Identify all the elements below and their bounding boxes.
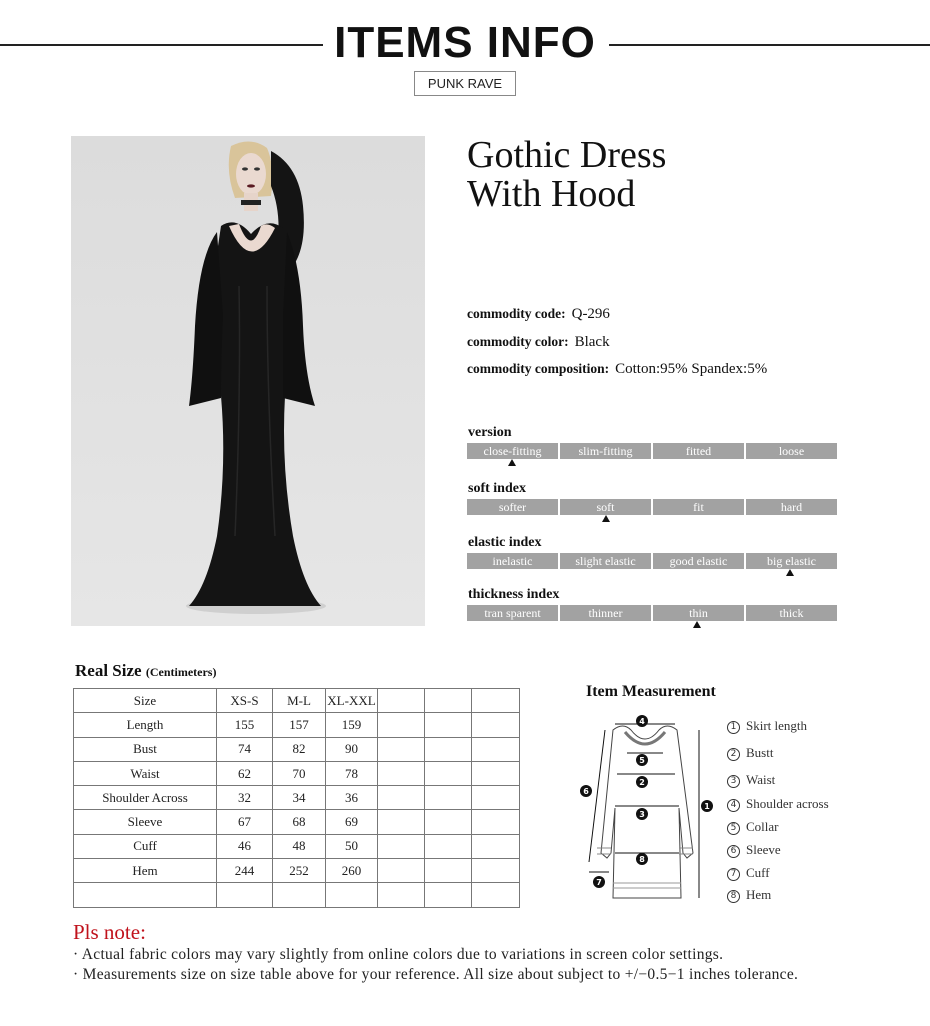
legend-number: 7 bbox=[727, 868, 740, 881]
table-cell: 32 bbox=[217, 786, 273, 810]
real-size-unit: (Centimeters) bbox=[145, 665, 217, 679]
index-option: big elastic bbox=[746, 553, 837, 569]
table-cell: 48 bbox=[273, 834, 326, 858]
real-size-title bbox=[75, 661, 216, 681]
table-cell: Shoulder Across bbox=[74, 786, 217, 810]
table-cell: 36 bbox=[326, 786, 378, 810]
table-cell bbox=[472, 810, 520, 834]
table-row bbox=[74, 713, 520, 737]
spec-value: Q-296 bbox=[571, 306, 610, 322]
brand-badge: PUNK RAVE bbox=[414, 71, 516, 96]
table-cell bbox=[472, 786, 520, 810]
note-line-colors: · Actual fabric colors may vary slightly from online colors due to variations in screen color settings. bbox=[73, 946, 724, 963]
product-title-line-1: Gothic Dress bbox=[467, 134, 667, 176]
table-row bbox=[74, 737, 520, 761]
table-cell: Sleeve bbox=[74, 810, 217, 834]
svg-text:7: 7 bbox=[596, 878, 602, 887]
item-measurement-title: Item Measurement bbox=[586, 683, 716, 700]
table-cell: 155 bbox=[217, 713, 273, 737]
table-cell bbox=[472, 761, 520, 785]
product-photo bbox=[71, 136, 425, 626]
index-label-elastic: elastic index bbox=[468, 535, 542, 550]
table-header-cell: XL-XXL bbox=[326, 689, 378, 713]
table-cell: 159 bbox=[326, 713, 378, 737]
table-cell bbox=[425, 859, 472, 883]
spec-label: commodity color: bbox=[467, 334, 569, 349]
svg-text:5: 5 bbox=[639, 756, 645, 765]
index-option: hard bbox=[746, 499, 837, 515]
legend-label: Waist bbox=[746, 772, 776, 787]
spec-commodity-code bbox=[467, 306, 610, 323]
table-cell bbox=[326, 883, 378, 907]
table-cell bbox=[74, 883, 217, 907]
table-cell: 78 bbox=[326, 761, 378, 785]
index-marker-elastic bbox=[786, 569, 794, 576]
table-cell: 67 bbox=[217, 810, 273, 834]
legend-item-shoulder-across bbox=[727, 796, 829, 812]
table-header-cell bbox=[425, 689, 472, 713]
legend-item-collar bbox=[727, 819, 779, 835]
table-cell: 69 bbox=[326, 810, 378, 834]
legend-label: Collar bbox=[746, 819, 779, 834]
table-cell: 50 bbox=[326, 834, 378, 858]
index-option: good elastic bbox=[653, 553, 744, 569]
table-cell: 157 bbox=[273, 713, 326, 737]
table-cell bbox=[378, 786, 425, 810]
table-row bbox=[74, 786, 520, 810]
table-cell: 244 bbox=[217, 859, 273, 883]
table-cell bbox=[273, 883, 326, 907]
table-header-cell: M-L bbox=[273, 689, 326, 713]
table-cell: 252 bbox=[273, 859, 326, 883]
legend-label: Bustt bbox=[746, 745, 774, 760]
table-cell bbox=[425, 834, 472, 858]
table-row bbox=[74, 859, 520, 883]
index-option: thinner bbox=[560, 605, 651, 621]
index-label-soft: soft index bbox=[468, 481, 526, 496]
table-cell bbox=[425, 713, 472, 737]
table-cell: Waist bbox=[74, 761, 217, 785]
index-option: slight elastic bbox=[560, 553, 651, 569]
table-cell: Length bbox=[74, 713, 217, 737]
index-option: softer bbox=[467, 499, 558, 515]
table-cell: 74 bbox=[217, 737, 273, 761]
table-header-cell bbox=[378, 689, 425, 713]
measurement-diagram bbox=[575, 708, 725, 908]
svg-text:2: 2 bbox=[639, 778, 645, 787]
table-cell: 68 bbox=[273, 810, 326, 834]
note-title: Pls note: bbox=[73, 920, 146, 944]
table-cell bbox=[378, 761, 425, 785]
table-cell: 70 bbox=[273, 761, 326, 785]
legend-number: 4 bbox=[727, 799, 740, 812]
index-option: fitted bbox=[653, 443, 744, 459]
table-cell bbox=[378, 883, 425, 907]
spec-commodity-composition bbox=[467, 361, 767, 378]
spec-label: commodity code: bbox=[467, 306, 566, 321]
index-option: thick bbox=[746, 605, 837, 621]
legend-item-hem bbox=[727, 887, 771, 903]
table-cell bbox=[378, 834, 425, 858]
index-marker-soft bbox=[602, 515, 610, 522]
index-option: soft bbox=[560, 499, 651, 515]
index-scale-version bbox=[467, 443, 837, 459]
legend-item-skirt-length bbox=[727, 718, 807, 734]
dress-illustration bbox=[71, 136, 425, 626]
size-table bbox=[73, 688, 520, 908]
table-cell bbox=[378, 737, 425, 761]
table-row bbox=[74, 761, 520, 785]
index-scale-soft bbox=[467, 499, 837, 515]
index-scale-thickness bbox=[467, 605, 837, 621]
table-header-cell bbox=[472, 689, 520, 713]
table-row bbox=[74, 883, 520, 907]
index-option: slim-fitting bbox=[560, 443, 651, 459]
real-size-title-text: Real Size bbox=[75, 661, 142, 680]
index-marker-version bbox=[508, 459, 516, 466]
table-cell bbox=[472, 713, 520, 737]
page-title: ITEMS INFO bbox=[334, 18, 596, 67]
table-cell bbox=[425, 810, 472, 834]
legend-label: Cuff bbox=[746, 865, 770, 880]
svg-text:4: 4 bbox=[639, 717, 645, 726]
svg-text:8: 8 bbox=[639, 855, 645, 864]
product-title-line-2: With Hood bbox=[467, 173, 636, 215]
spec-value: Black bbox=[574, 334, 610, 350]
table-cell bbox=[425, 737, 472, 761]
legend-label: Shoulder across bbox=[746, 796, 829, 811]
table-cell: 82 bbox=[273, 737, 326, 761]
svg-text:3: 3 bbox=[639, 810, 645, 819]
legend-label: Hem bbox=[746, 887, 772, 902]
index-label-version: version bbox=[468, 425, 512, 440]
table-cell bbox=[217, 883, 273, 907]
table-header-cell: XS-S bbox=[217, 689, 273, 713]
index-option: tran sparent bbox=[467, 605, 558, 621]
svg-text:1: 1 bbox=[704, 802, 710, 811]
svg-text:6: 6 bbox=[583, 787, 589, 796]
table-cell bbox=[378, 713, 425, 737]
legend-item-cuff bbox=[727, 865, 770, 881]
table-cell bbox=[378, 859, 425, 883]
note-line-tolerance: · Measurements size on size table above for your reference. All size about subject to +/−0.5−1 inches tolerance. bbox=[73, 966, 799, 983]
legend-number: 1 bbox=[727, 721, 740, 734]
index-scale-elastic bbox=[467, 553, 837, 569]
product-title bbox=[467, 136, 666, 214]
table-cell bbox=[472, 737, 520, 761]
table-cell: Hem bbox=[74, 859, 217, 883]
table-cell: 46 bbox=[217, 834, 273, 858]
table-cell: 34 bbox=[273, 786, 326, 810]
legend-number: 6 bbox=[727, 845, 740, 858]
legend-label: Skirt length bbox=[746, 718, 808, 733]
spec-commodity-color bbox=[467, 334, 610, 351]
legend-label: Sleeve bbox=[746, 842, 781, 857]
index-option: fit bbox=[653, 499, 744, 515]
table-header-cell: Size bbox=[74, 689, 217, 713]
spec-value: Cotton:95% Spandex:5% bbox=[615, 361, 768, 377]
table-row bbox=[74, 810, 520, 834]
table-cell bbox=[472, 883, 520, 907]
table-cell: 260 bbox=[326, 859, 378, 883]
table-cell bbox=[472, 859, 520, 883]
index-option: close-fitting bbox=[467, 443, 558, 459]
spec-label: commodity composition: bbox=[467, 361, 610, 376]
legend-item-waist bbox=[727, 772, 775, 788]
legend-number: 5 bbox=[727, 822, 740, 835]
table-cell: 62 bbox=[217, 761, 273, 785]
table-row bbox=[74, 834, 520, 858]
table-header-row bbox=[74, 689, 520, 713]
table-cell bbox=[472, 834, 520, 858]
index-label-thickness: thickness index bbox=[468, 587, 560, 602]
legend-number: 3 bbox=[727, 775, 740, 788]
legend-item-bust bbox=[727, 745, 773, 761]
table-cell bbox=[425, 761, 472, 785]
table-cell: Cuff bbox=[74, 834, 217, 858]
table-cell bbox=[425, 786, 472, 810]
table-cell: Bust bbox=[74, 737, 217, 761]
table-cell bbox=[378, 810, 425, 834]
index-option: inelastic bbox=[467, 553, 558, 569]
index-option: loose bbox=[746, 443, 837, 459]
index-option: thin bbox=[653, 605, 744, 621]
legend-number: 8 bbox=[727, 890, 740, 903]
table-cell bbox=[425, 883, 472, 907]
legend-number: 2 bbox=[727, 748, 740, 761]
index-marker-thickness bbox=[693, 621, 701, 628]
legend-item-sleeve bbox=[727, 842, 781, 858]
table-cell: 90 bbox=[326, 737, 378, 761]
